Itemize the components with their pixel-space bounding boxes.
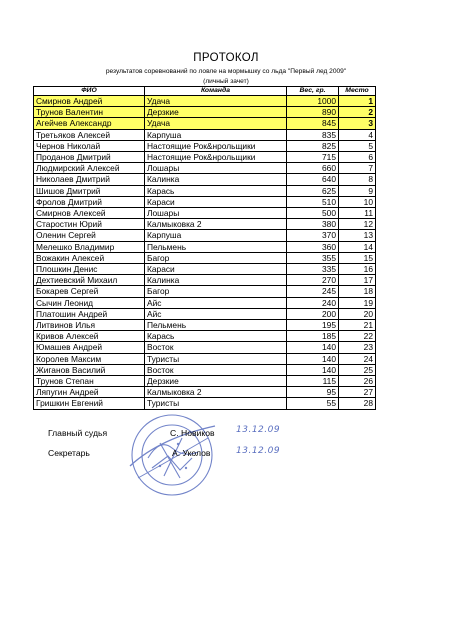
secretary-name: А. Уколов: [172, 448, 211, 458]
cell-team: Удача: [145, 96, 287, 107]
cell-name: Бокарев Сергей: [34, 286, 145, 297]
table-row: [34, 219, 376, 230]
cell-name: Третьяков Алексей: [34, 129, 145, 140]
column-header-team: Команда: [145, 87, 287, 96]
cell-weight: 625: [287, 185, 339, 196]
cell-weight: 140: [287, 364, 339, 375]
cell-place: 10: [339, 196, 376, 207]
cell-team: Туристы: [145, 353, 287, 364]
cell-place: 21: [339, 320, 376, 331]
cell-place: 11: [339, 208, 376, 219]
cell-team: Айс: [145, 297, 287, 308]
table-row: [34, 342, 376, 353]
cell-weight: 245: [287, 286, 339, 297]
table-row: [34, 264, 376, 275]
table-row: [34, 387, 376, 398]
cell-place: 19: [339, 297, 376, 308]
table-row: [34, 96, 376, 107]
cell-weight: 835: [287, 129, 339, 140]
cell-name: Кривов Алексей: [34, 331, 145, 342]
cell-place: 24: [339, 353, 376, 364]
table-row: [34, 129, 376, 140]
cell-team: Восток: [145, 342, 287, 353]
cell-team: Калинка: [145, 174, 287, 185]
cell-name: Вожакин Алексей: [34, 252, 145, 263]
table-row: [34, 163, 376, 174]
table-row: [34, 118, 376, 129]
cell-weight: 115: [287, 376, 339, 387]
cell-weight: 240: [287, 297, 339, 308]
cell-team: Лошары: [145, 208, 287, 219]
cell-place: 7: [339, 163, 376, 174]
cell-name: Дехтиевский Михаил: [34, 275, 145, 286]
column-header-weight: Вес, гр.: [287, 87, 339, 96]
cell-team: Карпуша: [145, 129, 287, 140]
cell-place: 16: [339, 264, 376, 275]
cell-name: Старостин Юрий: [34, 219, 145, 230]
cell-place: 27: [339, 387, 376, 398]
chief-judge-date: 13.12.09: [236, 425, 281, 435]
cell-name: Чернов Николай: [34, 140, 145, 151]
cell-team: Удача: [145, 118, 287, 129]
cell-weight: 140: [287, 342, 339, 353]
cell-team: Пельмень: [145, 241, 287, 252]
cell-name: Сычин Леонид: [34, 297, 145, 308]
cell-team: Карась: [145, 185, 287, 196]
table-row: [34, 275, 376, 286]
cell-place: 12: [339, 219, 376, 230]
document-subtitle: результатов соревнований по ловле на мормышку со льда "Первый лед 2009": [105, 68, 347, 75]
table-row: [34, 364, 376, 375]
cell-name: Литвинов Илья: [34, 320, 145, 331]
cell-team: Лошары: [145, 163, 287, 174]
cell-team: Калмыковка 2: [145, 387, 287, 398]
cell-place: 28: [339, 398, 376, 409]
cell-weight: 510: [287, 196, 339, 207]
table-row: [34, 353, 376, 364]
cell-name: Мелешко Владимир: [34, 241, 145, 252]
cell-team: Калмыковка 2: [145, 219, 287, 230]
table-row: [34, 152, 376, 163]
cell-weight: 55: [287, 398, 339, 409]
cell-team: Пельмень: [145, 320, 287, 331]
cell-place: 3: [339, 118, 376, 129]
table-row: [34, 320, 376, 331]
cell-name: Жиганов Василий: [34, 364, 145, 375]
cell-weight: 355: [287, 252, 339, 263]
table-row: [34, 208, 376, 219]
cell-team: Караси: [145, 264, 287, 275]
cell-team: Багор: [145, 252, 287, 263]
cell-weight: 95: [287, 387, 339, 398]
cell-name: Плошкин Денис: [34, 264, 145, 275]
secretary-label: Секретарь: [48, 448, 90, 458]
cell-place: 20: [339, 308, 376, 319]
cell-team: Дерзкие: [145, 376, 287, 387]
cell-weight: 370: [287, 230, 339, 241]
cell-weight: 270: [287, 275, 339, 286]
table-row: [34, 286, 376, 297]
chief-judge-name: С. Новиков: [170, 428, 215, 438]
cell-weight: 1000: [287, 96, 339, 107]
table-row: [34, 252, 376, 263]
cell-weight: 825: [287, 140, 339, 151]
results-table-body: [34, 96, 376, 410]
cell-team: Караси: [145, 196, 287, 207]
cell-weight: 715: [287, 152, 339, 163]
column-header-place: Место: [339, 87, 376, 96]
cell-weight: 335: [287, 264, 339, 275]
cell-place: 9: [339, 185, 376, 196]
cell-name: Ляпугин Андрей: [34, 387, 145, 398]
cell-team: Карась: [145, 331, 287, 342]
cell-team: Настоящие Рок&нрольщики: [145, 140, 287, 151]
cell-weight: 845: [287, 118, 339, 129]
cell-weight: 140: [287, 353, 339, 364]
table-row: [34, 107, 376, 118]
cell-name: Людмирский Алексей: [34, 163, 145, 174]
cell-place: 6: [339, 152, 376, 163]
cell-name: Проданов Дмитрий: [34, 152, 145, 163]
chief-judge-label: Главный судья: [48, 428, 108, 438]
table-row: [34, 196, 376, 207]
cell-name: Королев Максим: [34, 353, 145, 364]
cell-name: Оленин Сергей: [34, 230, 145, 241]
cell-place: 22: [339, 331, 376, 342]
cell-name: Фролов Дмитрий: [34, 196, 145, 207]
cell-name: Юмашев Андрей: [34, 342, 145, 353]
table-row: [34, 297, 376, 308]
cell-name: Гришкин Евгений: [34, 398, 145, 409]
cell-name: Шишов Дмитрий: [34, 185, 145, 196]
cell-name: Николаев Дмитрий: [34, 174, 145, 185]
document-title: ПРОТОКОЛ: [193, 52, 259, 64]
cell-place: 1: [339, 96, 376, 107]
cell-weight: 660: [287, 163, 339, 174]
cell-place: 4: [339, 129, 376, 140]
cell-name: Агейчев Александр: [34, 118, 145, 129]
table-row: [34, 241, 376, 252]
table-row: [34, 230, 376, 241]
cell-weight: 200: [287, 308, 339, 319]
cell-weight: 890: [287, 107, 339, 118]
table-row: [34, 185, 376, 196]
cell-place: 25: [339, 364, 376, 375]
column-header-name: ФИО: [34, 87, 145, 96]
cell-place: 14: [339, 241, 376, 252]
cell-place: 15: [339, 252, 376, 263]
table-row: [34, 140, 376, 151]
cell-weight: 640: [287, 174, 339, 185]
results-table: [33, 86, 376, 410]
table-row: [34, 331, 376, 342]
cell-weight: 195: [287, 320, 339, 331]
cell-team: Айс: [145, 308, 287, 319]
cell-place: 13: [339, 230, 376, 241]
table-header-row: [34, 87, 376, 96]
secretary-date: 13.12.09: [236, 446, 281, 456]
cell-name: Смирнов Алексей: [34, 208, 145, 219]
cell-team: Дерзкие: [145, 107, 287, 118]
cell-weight: 380: [287, 219, 339, 230]
cell-team: Восток: [145, 364, 287, 375]
cell-place: 5: [339, 140, 376, 151]
cell-weight: 500: [287, 208, 339, 219]
cell-place: 23: [339, 342, 376, 353]
document-subtitle-note: (личный зачет): [203, 78, 249, 85]
cell-team: Туристы: [145, 398, 287, 409]
cell-name: Трунов Степан: [34, 376, 145, 387]
cell-name: Платошин Андрей: [34, 308, 145, 319]
cell-place: 8: [339, 174, 376, 185]
table-row: [34, 174, 376, 185]
cell-weight: 360: [287, 241, 339, 252]
cell-weight: 185: [287, 331, 339, 342]
table-row: [34, 308, 376, 319]
cell-place: 18: [339, 286, 376, 297]
cell-team: Настоящие Рок&нрольщики: [145, 152, 287, 163]
cell-place: 17: [339, 275, 376, 286]
table-row: [34, 376, 376, 387]
cell-team: Калинка: [145, 275, 287, 286]
cell-name: Трунов Валентин: [34, 107, 145, 118]
cell-place: 2: [339, 107, 376, 118]
cell-name: Смирнов Андрей: [34, 96, 145, 107]
cell-place: 26: [339, 376, 376, 387]
cell-team: Карпуша: [145, 230, 287, 241]
cell-team: Багор: [145, 286, 287, 297]
